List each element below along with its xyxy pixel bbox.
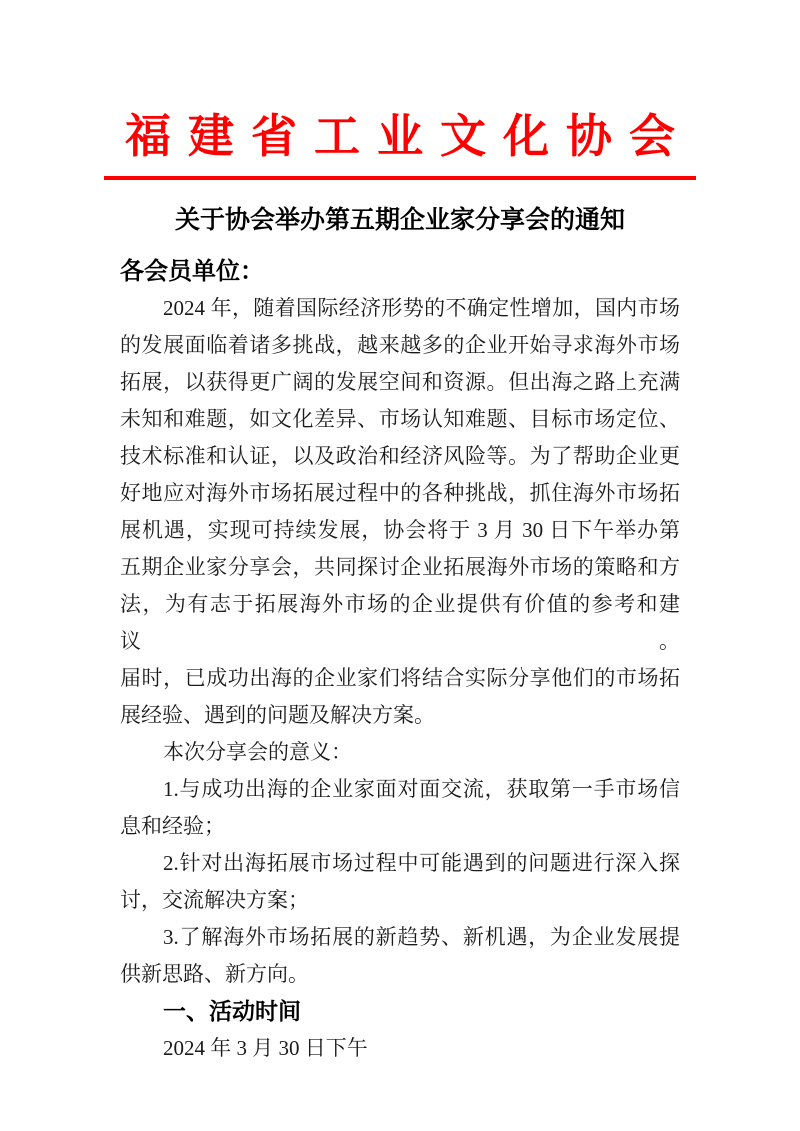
- intro-paragraph: 技术标准和认证，以及政治和经济风险等。为了帮助企业更: [120, 444, 680, 468]
- intro-paragraph: 展经验、遇到的问题及解决方案。: [120, 703, 435, 727]
- document-content: [120, 253, 680, 1067]
- intro-paragraph: 未知和难题，如文化差异、市场认知难题、目标市场定位、: [120, 407, 680, 431]
- intro-paragraph: 的发展面临着诸多挑战，越来越多的企业开始寻求海外市场: [120, 333, 680, 357]
- intro-paragraph: 拓展，以获得更广阔的发展空间和资源。但出海之路上充满: [120, 370, 680, 394]
- document-title: 关于协会举办第五期企业家分享会的通知: [174, 207, 625, 234]
- salutation: 各会员单位：: [120, 258, 264, 285]
- letterhead: [104, 0, 696, 162]
- list-item-1: 1.与成功出海的企业家面对面交流，获取第一手市场信: [163, 777, 680, 801]
- intro-paragraph: 届时，已成功出海的企业家们将结合实际分享他们的市场拓: [120, 666, 680, 690]
- intro-paragraph: 法，为有志于拓展海外市场的企业提供有价值的参考和建议。: [120, 592, 680, 653]
- event-date: 2024 年 3 月 30 日下午: [163, 1036, 368, 1060]
- meaning-lead: 本次分享会的意义：: [163, 740, 352, 764]
- red-divider-line: [104, 176, 696, 180]
- document-body: [120, 290, 680, 1067]
- list-item-2: 讨，交流解决方案；: [120, 888, 309, 912]
- section-heading-activity-time: 一、活动时间: [163, 998, 301, 1024]
- intro-paragraph: 五期企业家分享会，共同探讨企业拓展海外市场的策略和方: [120, 555, 680, 579]
- org-name: 福建省工业文化协会: [125, 111, 692, 162]
- intro-paragraph: 好地应对海外市场拓展过程中的各种挑战，抓住海外市场拓: [120, 481, 680, 505]
- list-item-3: 供新思路、新方向。: [120, 962, 309, 986]
- list-item-1: 息和经验；: [120, 814, 225, 838]
- list-item-3: 3.了解海外市场拓展的新趋势、新机遇，为企业发展提: [163, 925, 680, 949]
- list-item-2: 2.针对出海拓展市场过程中可能遇到的问题进行深入探: [163, 851, 680, 875]
- intro-paragraph: 展机遇，实现可持续发展，协会将于 3 月 30 日下午举办第: [120, 518, 680, 542]
- intro-paragraph: 2024 年，随着国际经济形势的不确定性增加，国内市场: [163, 296, 680, 320]
